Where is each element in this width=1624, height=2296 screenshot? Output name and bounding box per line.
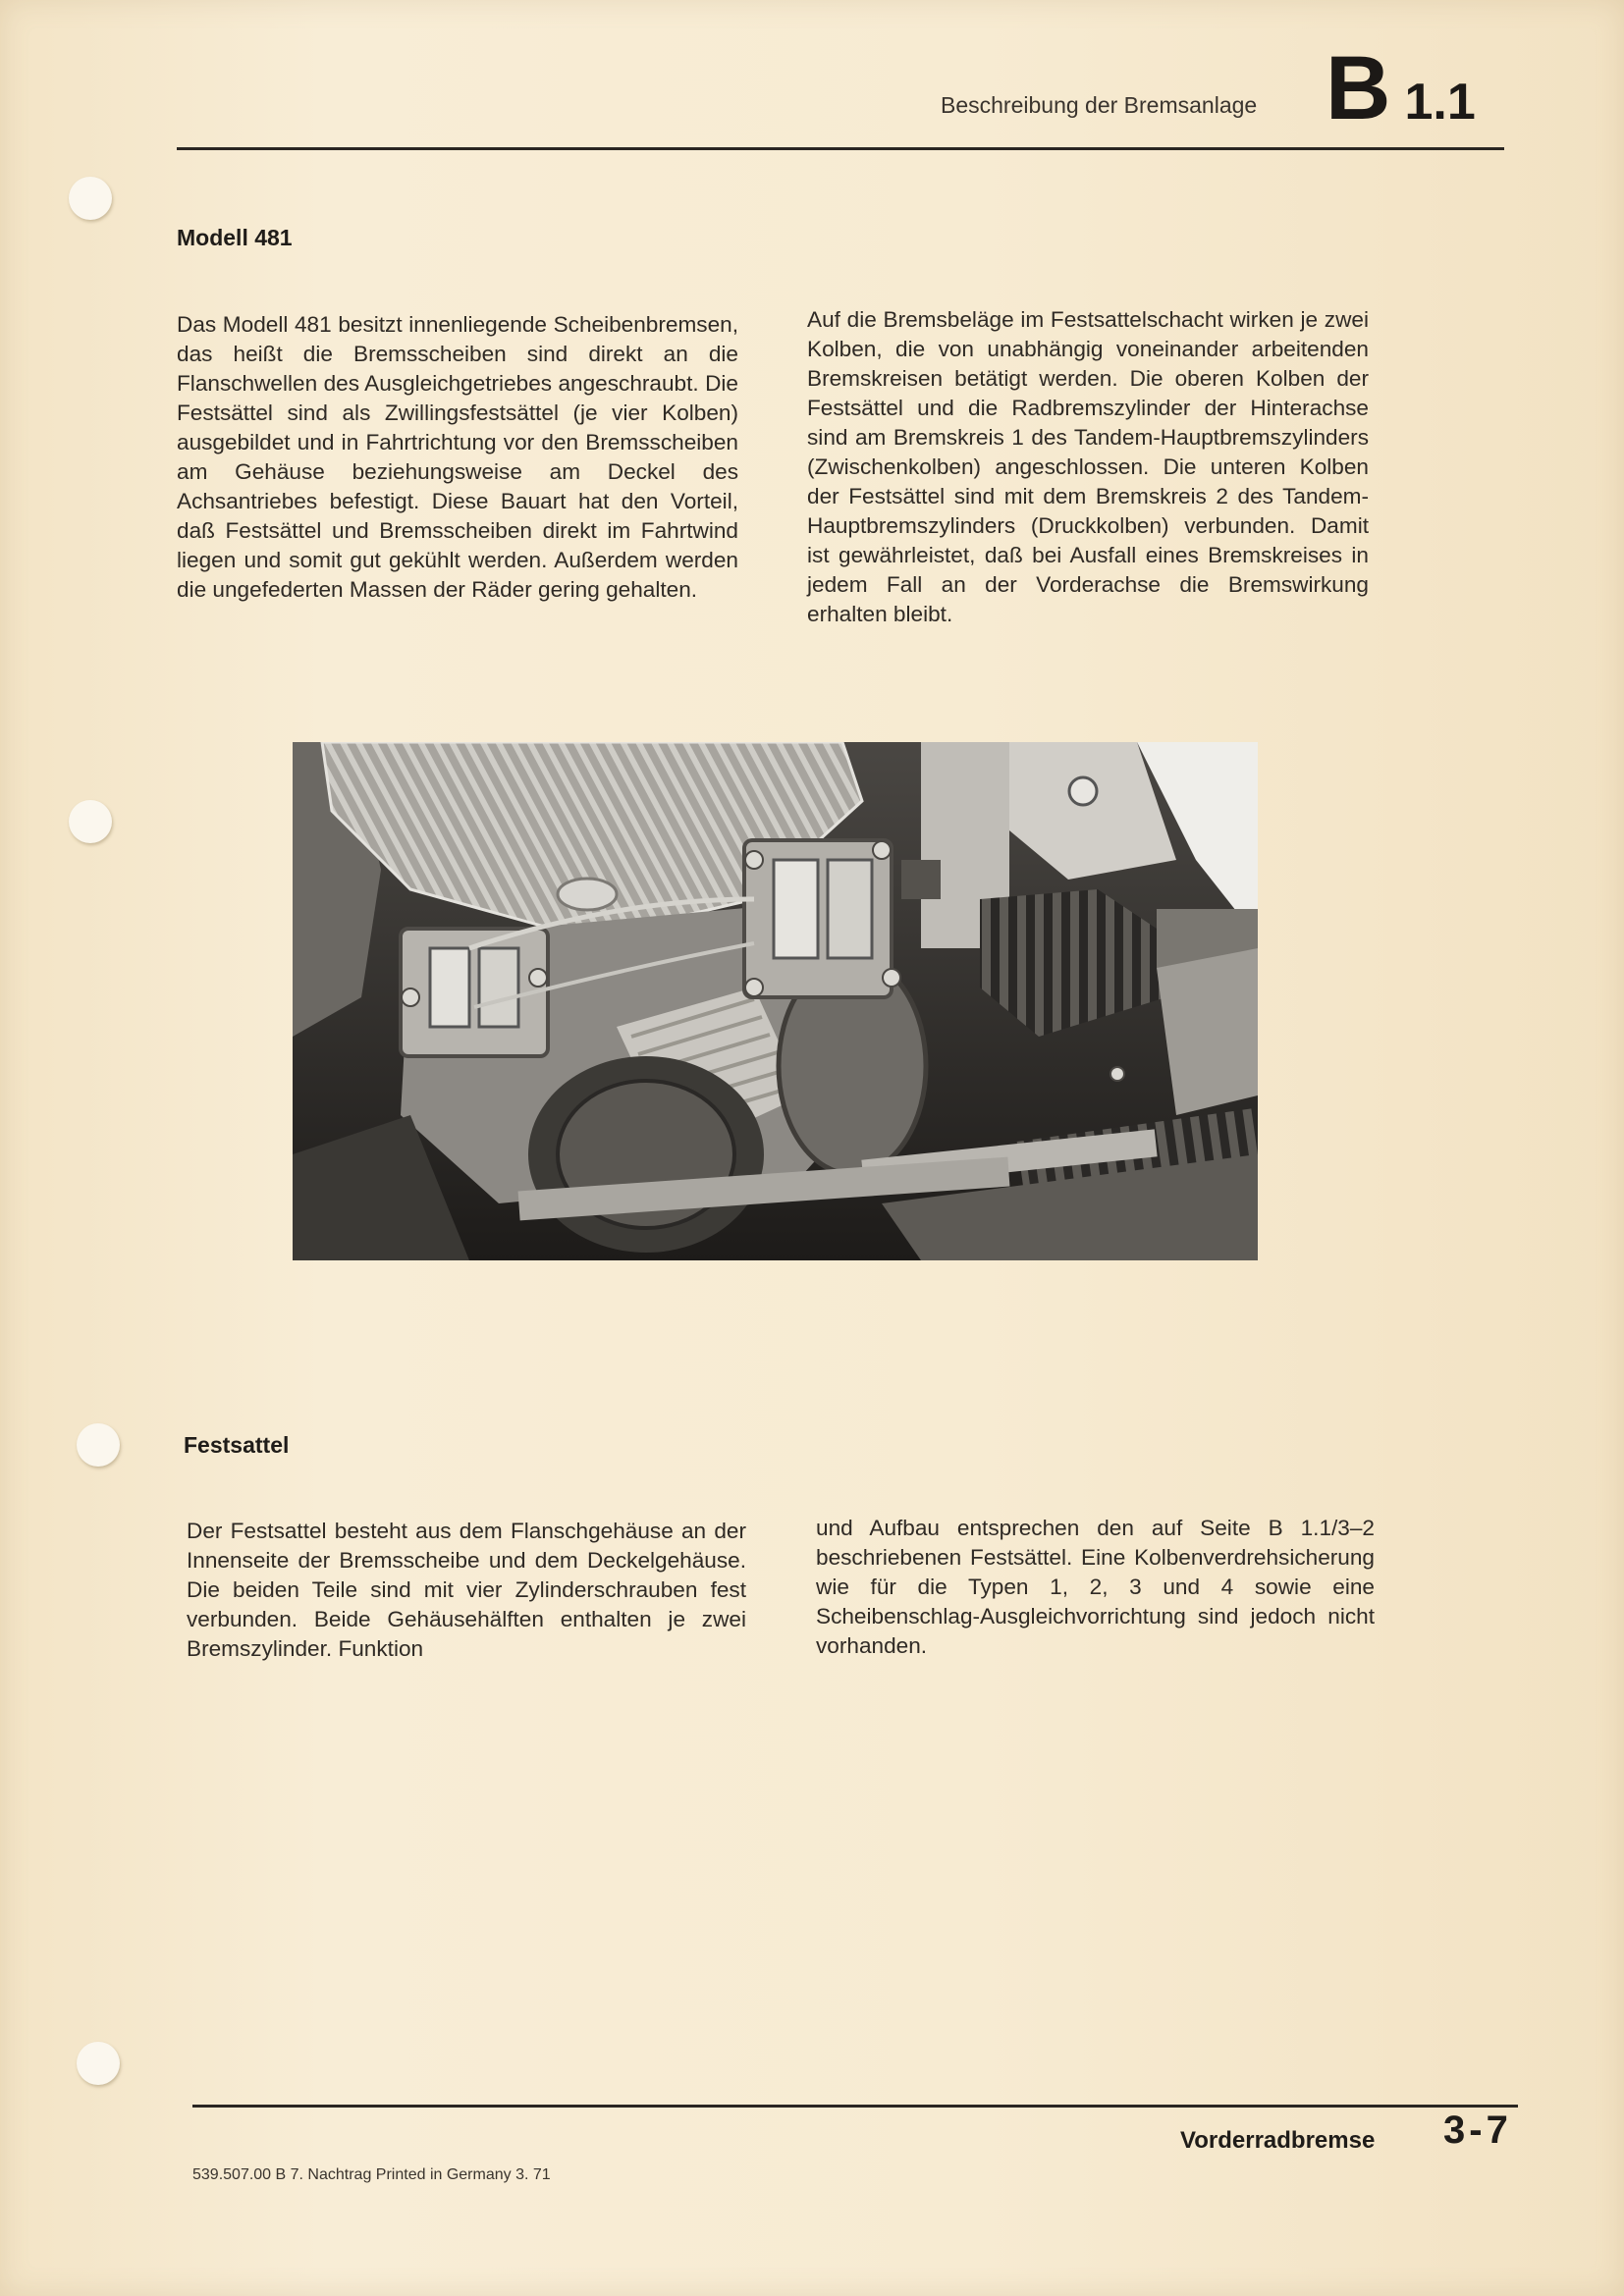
section-heading-modell: Modell 481 [177,225,293,250]
section-letter: B [1326,38,1389,138]
punch-hole-2 [69,800,112,843]
header-rule [177,147,1504,150]
punch-hole-3 [77,1423,120,1467]
punch-hole-4 [77,2042,120,2085]
section-heading-festsattel: Festsattel [184,1432,290,1458]
paragraph-modell-col1: Das Modell 481 besitzt innenliegende Scheibenbremsen, das heißt die Bremsscheiben sind direkt an die Flanschwellen des Ausgleichgetriebes angeschraubt. Die Festsättel sind als Zwillingsfestsättel (je vier Kolben) ausgebildet und in Fahrtrichtung vor den Bremsscheiben am Gehäuse beziehungsweise am Deckel des Achsantriebes befestigt. Diese Bauart hat den Vorteil, daß Festsättel und Bremsscheiben direkt im Fahrtwind liegen und somit gut gekühlt werden. Außerdem werden die ungefederten Massen der Räder gering gehalten. [177,312,738,602]
section-subnumber: 1.1 [1404,74,1476,131]
brake-assembly-photo [293,742,1258,1260]
header-title: Beschreibung der Bremsanlage [941,92,1258,118]
paragraph-festsattel-col2: und Aufbau entsprechen den auf Seite B 1.1/3–2 beschriebenen Festsättel. Eine Kolbenverdrehsicherung wie für die Typen 1, 2, 3 und 4 sowie eine Scheibenschlag-Ausgleichvorrichtung sind jedoch nicht vorhanden. [816,1516,1375,1658]
print-info: 539.507.00 B 7. Nachtrag Printed in Germany 3. 71 [192,2166,551,2183]
paragraph-festsattel-col1: Der Festsattel besteht aus dem Flanschgehäuse an der Innenseite der Bremsscheibe und dem Deckelgehäuse. Die beiden Teile sind mit vier Zylinderschrauben fest verbunden. Beide Gehäusehälften enthalten je zwei Bremszylinder. Funktion [187,1519,746,1661]
paragraph-modell-col2: Auf die Bremsbeläge im Festsattelschacht wirken je zwei Kolben, die von unabhängig voneinander arbeitenden Bremskreisen betätigt werden. Die oberen Kolben der Festsättel und die Radbremszylinder der Hinterachse sind am Bremskreis 1 des Tandem-Hauptbremszylinders (Zwischenkolben) angeschlossen. Die unteren Kolben der Festsättel sind mit dem Bremskreis 2 des Tandem-Hauptbremszylinders (Druckkolben) verbunden. Damit ist gewährleistet, daß bei Ausfall eines Bremskreises in jedem Fall an der Vorderachse die Bremswirkung erhalten bleibt. [807,307,1369,626]
footer-rule [192,2105,1518,2108]
page-number: 3-7 [1443,2109,1512,2152]
footer-title: Vorderradbremse [1180,2127,1376,2154]
punch-hole-1 [69,177,112,220]
section-number [1326,37,1476,140]
